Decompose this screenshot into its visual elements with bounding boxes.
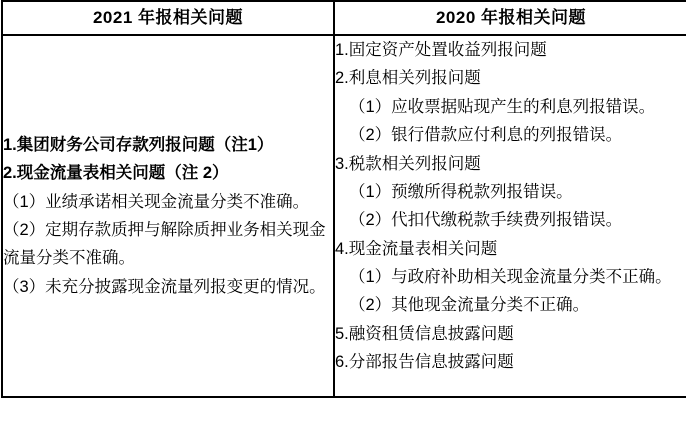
table-header — [2, 1, 686, 35]
list-item: 2.利息相关列报问题 — [335, 69, 481, 88]
list-item: 1.集团财务公司存款列报问题（注1） — [3, 135, 274, 154]
list-item: 5.融资租赁信息披露问题 — [335, 324, 514, 343]
list-item: （1）业绩承诺相关现金流量分类不准确。 — [3, 192, 310, 211]
table-header-row — [2, 1, 686, 35]
issues-comparison-table — [1, 0, 686, 398]
list-item: （2）其他现金流量分类不正确。 — [349, 296, 590, 315]
list-item: （2）定期存款质押与解除质押业务相关现金流量分类不准确。 — [3, 221, 326, 268]
list-item: （2）银行借款应付利息的列报错误。 — [349, 126, 623, 145]
list-item: （1）预缴所得税款列报错误。 — [349, 182, 573, 201]
list-item: （3）未充分披露现金流量列报变更的情况。 — [3, 277, 326, 296]
list-item: 6.分部报告信息披露问题 — [335, 353, 514, 372]
column-header-2020: 2020 年报相关问题 — [334, 1, 686, 35]
table-row — [2, 35, 686, 397]
list-item: 2.现金流量表相关问题（注 2） — [3, 164, 229, 183]
list-item: （1）应收票据贴现产生的利息列报错误。 — [349, 97, 656, 116]
column-header-2021: 2021 年报相关问题 — [2, 1, 334, 35]
table-body — [2, 35, 686, 397]
list-item: 3.税款相关列报问题 — [335, 154, 481, 173]
cell-2020-issues — [334, 35, 686, 397]
list-item: （2）代扣代缴税款手续费列报错误。 — [349, 211, 623, 230]
list-item: 4.现金流量表相关问题 — [335, 239, 498, 258]
cell-2021-issues — [2, 35, 334, 397]
list-item: 1.固定资产处置收益列报问题 — [335, 41, 547, 59]
list-item: （1）与政府补助相关现金流量分类不正确。 — [349, 268, 672, 286]
